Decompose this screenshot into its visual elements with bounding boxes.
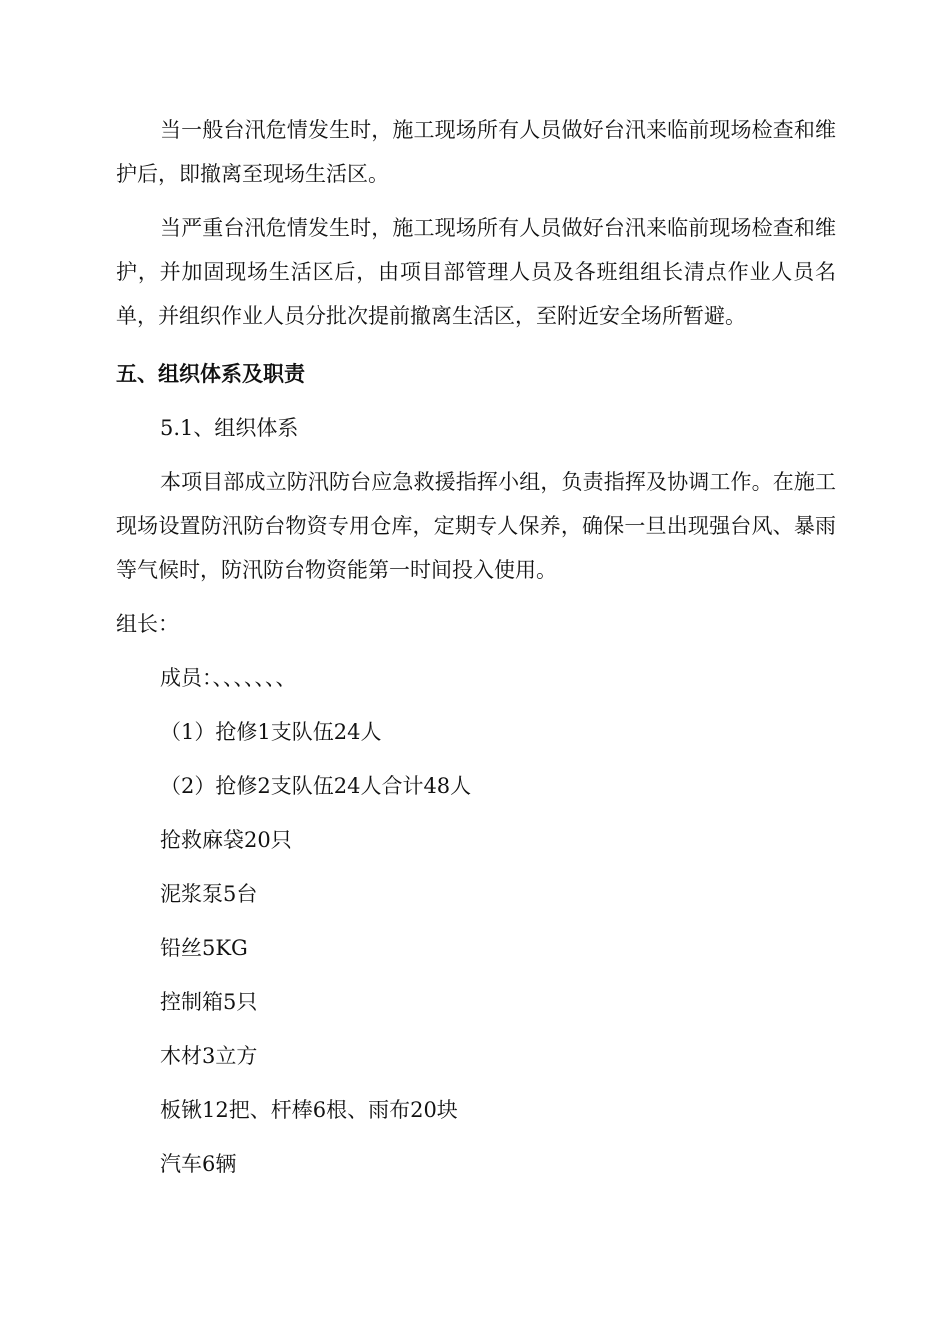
supply-item: 木材3立方 xyxy=(160,1044,258,1068)
paragraph-organization: 本项目部成立防汛防台应急救援指挥小组，负责指挥及协调工作。在施工现场设置防汛防台物资专用仓库，定期专人保养，确保一旦出现强台风、暴雨等气候时，防汛防台物资能第一时间投入使用。 xyxy=(116,470,836,582)
paragraph-severe-typhoon: 当严重台汛危情发生时，施工现场所有人员做好台汛来临前现场检查和维护，并加固现场生活区后，由项目部管理人员及各班组组长清点作业人员名单，并组织作业人员分批次提前撤离生活区，至附近安全场所暂避。 xyxy=(116,216,836,328)
subsection-heading: 5.1、组织体系 xyxy=(160,416,299,440)
supply-item: 汽车6辆 xyxy=(160,1152,237,1176)
paragraph-general-typhoon: 当一般台汛危情发生时，施工现场所有人员做好台汛来临前现场检查和维护后，即撤离至现场生活区。 xyxy=(116,118,836,186)
members-line: 成员：、、、、、、、 xyxy=(160,666,297,690)
section-heading: 五、组织体系及职责 xyxy=(116,362,305,386)
supply-item: 控制箱5只 xyxy=(160,990,258,1014)
document-page xyxy=(116,108,836,1196)
supply-item: 泥浆泵5台 xyxy=(160,882,258,906)
supply-item: 板锹12把、杆棒6根、雨布20块 xyxy=(160,1098,458,1122)
team-1-line: （1）抢修1支队伍24人 xyxy=(160,720,382,744)
leader-line: 组长： xyxy=(116,612,179,636)
supply-item: 铅丝5KG xyxy=(160,936,248,960)
team-2-line: （2）抢修2支队伍24人合计48人 xyxy=(160,774,472,798)
supply-item: 抢救麻袋20只 xyxy=(160,828,292,852)
